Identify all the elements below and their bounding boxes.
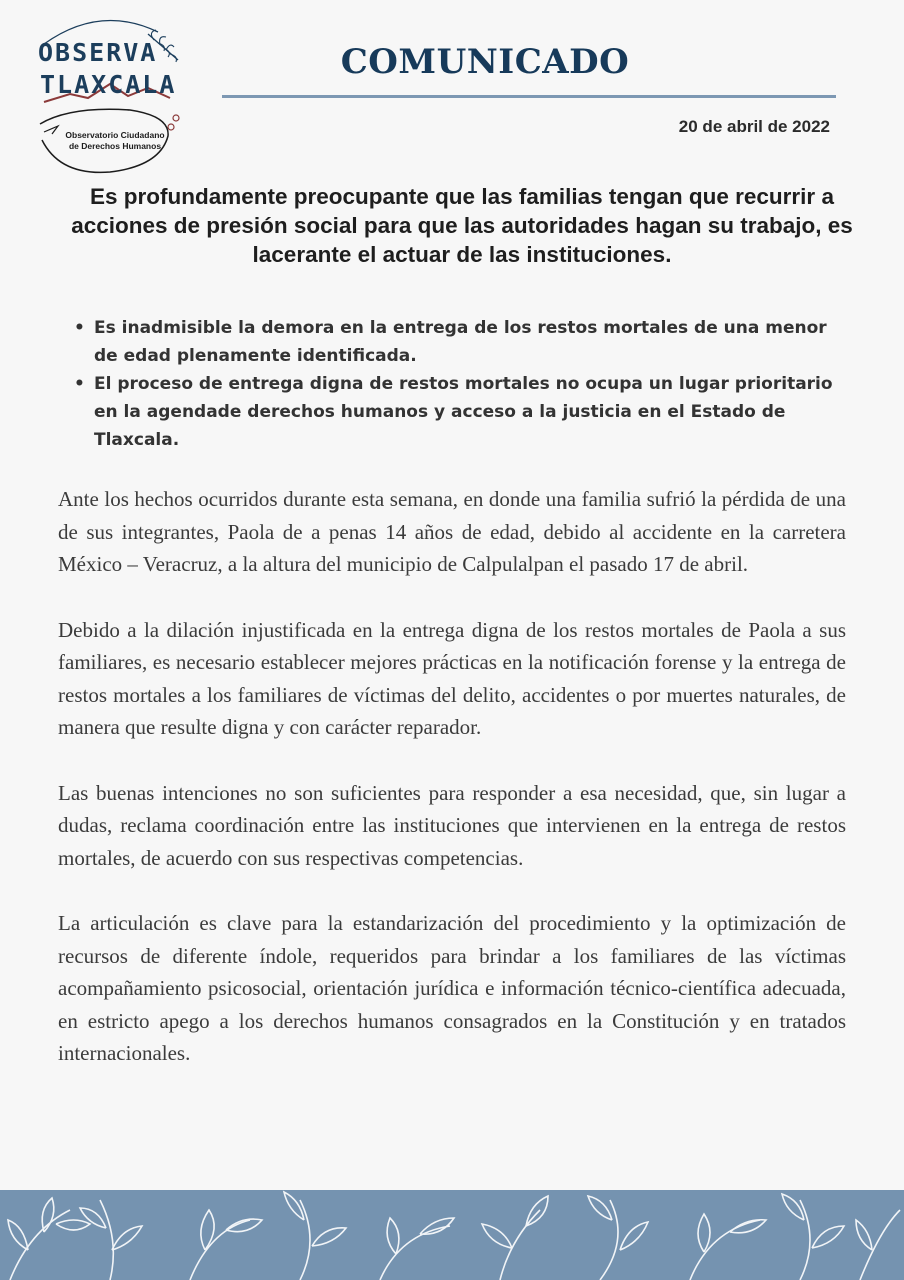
logo-subtitle bbox=[60, 130, 170, 152]
document-date: 20 de abril de 2022 bbox=[678, 117, 830, 136]
logo-subtitle-line1: Observatorio Ciudadano bbox=[65, 130, 165, 140]
body-paragraph: Debido a la dilación injustificada en la entrega digna de los restos mortales de Paola a sus familiares, es necesario establecer mejores prácticas en la notificación forense y la entrega de restos mortales a los familiares de víctimas del delito, accidentes o por muertes naturales, de manera que resulte digna y con carácter reparador. bbox=[58, 617, 846, 739]
bullet-dot-icon: • bbox=[74, 374, 85, 394]
footer-leaf-pattern bbox=[0, 1190, 904, 1280]
logo-subtitle-line2: de Derechos Humanos bbox=[68, 141, 162, 151]
leaf-pattern-graphic bbox=[0, 1190, 904, 1280]
body-text bbox=[58, 483, 846, 1103]
key-points-list bbox=[74, 314, 854, 454]
key-point-text: El proceso de entrega digna de restos mortales no ocupa un lugar prioritario en la agendade derechos humanos y acceso a la justicia en el Estado de Tlaxcala. bbox=[94, 374, 833, 450]
body-paragraph: Ante los hechos ocurridos durante esta semana, en donde una familia sufrió la pérdida de una de sus integrantes, Paola de a penas 14 años de edad, debido al accidente en la carretera México – Veracruz, a la altura del municipio de Calpulalpan el pasado 17 de abril. bbox=[58, 487, 846, 576]
document-title: COMUNICADO bbox=[340, 42, 630, 82]
logo-text-tlaxcala: TLAXCALA bbox=[40, 70, 177, 99]
bullet-dot-icon: • bbox=[74, 318, 85, 338]
key-point-item bbox=[74, 370, 854, 454]
headline: Es profundamente preocupante que las familias tengan que recurrir a acciones de presión social para que las autoridades hagan su trabajo, es lacerante el actuar de las instituciones. bbox=[71, 184, 853, 267]
key-point-text: Es inadmisible la demora en la entrega de los restos mortales de una menor de edad plenamente identificada. bbox=[94, 318, 827, 366]
title-underline bbox=[222, 95, 836, 98]
body-paragraph: Las buenas intenciones no son suficientes para responder a esa necesidad, que, sin lugar a dudas, reclama coordinación entre las instituciones que intervienen en la entrega de restos mortales, de acuerdo con sus respectivas competencias. bbox=[58, 780, 846, 870]
observa-tlaxcala-logo bbox=[30, 14, 190, 184]
body-paragraph: La articulación es clave para la estandarización del procedimiento y la optimización de recursos de diferente índole, requeridos para brindar a los familiares de las víctimas acompañamiento psicosocial, orientación jurídica e información técnico-científica adecuada, en estricto apego a los derechos humanos consagrados en la Constitución y en tratados internacionales. bbox=[58, 911, 846, 1065]
logo-text-observa: OBSERVA bbox=[38, 38, 158, 67]
key-point-item bbox=[74, 314, 854, 370]
